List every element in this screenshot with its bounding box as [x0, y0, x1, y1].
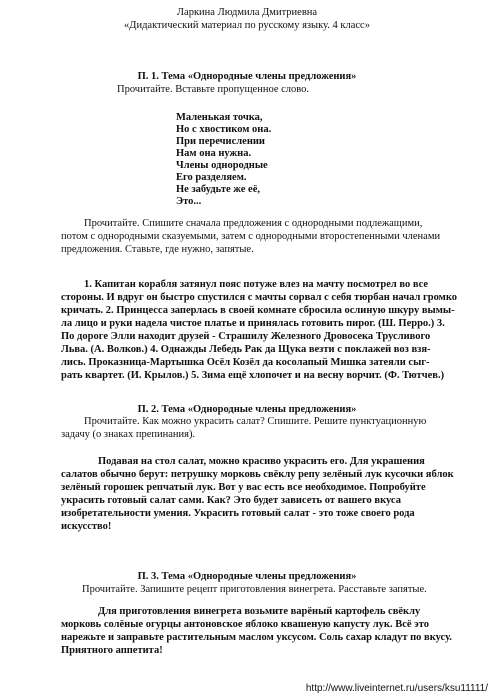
s1task-line: предложения. Ставьте, где нужно, запятые.	[61, 243, 254, 255]
document-subtitle: «Дидактический материал по русскому языку. 4 класс»	[124, 20, 370, 31]
s2task-line: Прочитайте. Как можно украсить салат? Спишите. Решите пунктуационную	[84, 416, 427, 427]
s2text-line: салатов обычно берут: петрушку морковь свёклу репу зелёный лук кусочки яблок	[61, 469, 454, 480]
s3text-line: Приятного аппетита!	[61, 645, 163, 656]
section3-title: П. 3. Тема «Однородные члены предложения»	[137, 571, 357, 582]
poem-line: Его разделяем.	[176, 172, 247, 183]
s1text-line: 1. Капитан корабля затянул пояс потуже влез на мачту посмотрел во все	[84, 279, 429, 290]
s2task-line: задачу (о знаках препинания).	[61, 428, 196, 440]
poem-line: Члены однородные	[176, 160, 268, 171]
section1-task	[0, 218, 494, 256]
s1task-line: потом с однородными сказуемыми, затем с однородными второстепенными членами	[61, 230, 441, 242]
section2-task	[0, 416, 494, 442]
s2text-line: искусство!	[61, 521, 112, 532]
section1-exercise-text	[0, 278, 494, 382]
section2-exercise-text	[0, 455, 494, 533]
s2text-line: изобретательности умения. Украсить готовый салат - это тоже своего рода	[61, 508, 415, 519]
section1-title: П. 1. Тема «Однородные члены предложения»	[137, 71, 357, 82]
s1text-line: По дороге Элли находит друзей - Страшилу Железного Дровосека Трусливого	[61, 331, 431, 342]
document-header	[0, 6, 494, 32]
poem-line: Это...	[176, 196, 202, 207]
s3text-line: морковь солёные огурцы антоновское яблоко квашеную капусту лук. Всё это	[61, 619, 429, 630]
s1text-line: лись. Проказница-Мартышка Осёл Козёл да косолапый Мишка затеяли сыг-	[61, 357, 430, 368]
section1-instruction: Прочитайте. Вставьте пропущенное слово.	[117, 84, 310, 95]
s1text-line: рать квартет. (И. Крылов.) 5. Зима ещё хлопочет и на весну ворчит. (Ф. Тютчев.)	[61, 370, 445, 381]
source-url[interactable]: http://www.liveinternet.ru/users/ksu11111/	[305, 683, 488, 694]
section3-exercise-text	[0, 605, 494, 657]
s3text-line: Для приготовления винегрета возьмите варёный картофель свёклу	[98, 606, 421, 617]
s1text-line: ла лицо и руки надела чистое платье и принялась готовить пирог. (Ш. Перро.) 3.	[61, 318, 445, 329]
s2text-line: украсить готовый салат сами. Как? Это будет зависеть от вашего вкуса	[61, 495, 401, 506]
section2-title: П. 2. Тема «Однородные члены предложения»	[137, 404, 357, 415]
section3-instruction: Прочитайте. Запишите рецепт приготовления винегрета. Расставьте запятые.	[82, 584, 427, 595]
s1text-line: Льва. (А. Волков.) 4. Однажды Лебедь Рак да Щука везти с поклажей воз взя-	[61, 344, 431, 355]
s1task-line: Прочитайте. Спишите сначала предложения с однородными подлежащими,	[84, 218, 423, 229]
poem-line: При перечислении	[176, 136, 265, 147]
poem-line: Нам она нужна.	[176, 148, 252, 159]
poem-line: Но с хвостиком она.	[176, 124, 272, 135]
section1-poem	[0, 112, 494, 208]
poem-line: Не забудьте же её,	[176, 184, 260, 195]
s1text-line: стороны. И вдруг он быстро спустился с мачты сорвал с себя тюрбан начал громко	[61, 292, 458, 303]
poem-line: Маленькая точка,	[176, 112, 263, 123]
s2text-line: зелёный горошек репчатый лук. Вот у вас есть все необходимое. Попробуйте	[61, 482, 426, 493]
s2text-line: Подавая на стол салат, можно красиво украсить его. Для украшения	[98, 456, 425, 467]
s1text-line: кричать. 2. Принцесса заперлась в своей комнате сбросила ослиную шкуру вымы-	[61, 305, 455, 316]
author-name: Ларкина Людмила Дмитриевна	[176, 7, 318, 18]
s3text-line: нарежьте и заправьте растительным маслом уксусом. Соль сахар кладут по вкусу.	[61, 632, 452, 643]
